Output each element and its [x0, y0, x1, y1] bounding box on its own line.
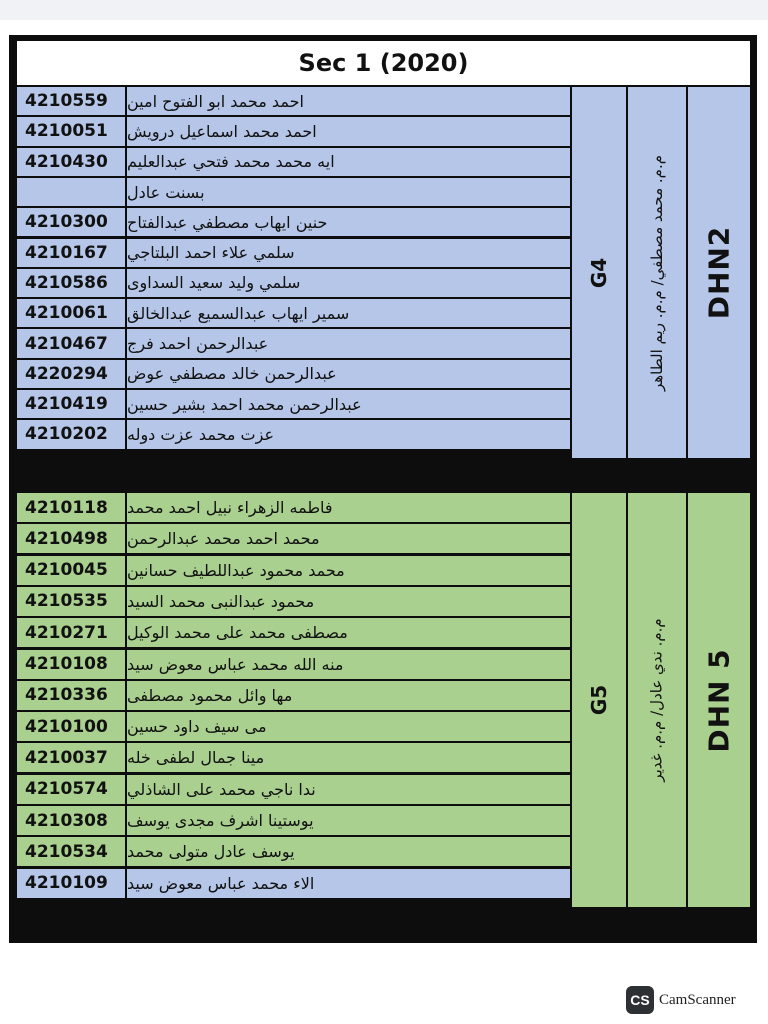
student-row [17, 493, 570, 522]
top-bar [0, 0, 768, 20]
student-row [17, 329, 570, 357]
student-id: 4210100 [17, 712, 127, 741]
student-name: الاء محمد عباس معوض سيد [127, 873, 315, 893]
student-id: 4210061 [17, 299, 127, 327]
course-cell-g5 [688, 493, 750, 907]
student-name: مها وائل محمود مصطفى [127, 685, 293, 705]
student-id: 4210586 [17, 269, 127, 297]
sheet-title: Sec 1 (2020) [17, 41, 750, 85]
student-row [17, 775, 570, 804]
student-name: يوسف عادل متولى محمد [127, 842, 295, 862]
student-row [17, 148, 570, 176]
student-id: 4210534 [17, 837, 127, 866]
student-name: احمد محمد ابو الفتوح امين [127, 91, 304, 111]
student-id: 4210336 [17, 681, 127, 710]
student-row [17, 524, 570, 553]
student-row [17, 587, 570, 616]
student-name: ايه محمد محمد فتحي عبدالعليم [127, 152, 335, 172]
section-g4 [17, 87, 750, 458]
student-name: مى سيف داود حسين [127, 717, 267, 737]
student-row [17, 178, 570, 206]
student-name: سلمي وليد سعيد السداوى [127, 273, 301, 293]
student-row [17, 806, 570, 835]
student-id: 4210202 [17, 420, 127, 448]
student-row [17, 117, 570, 145]
student-row [17, 650, 570, 679]
student-name: منه الله محمد عباس معوض سيد [127, 654, 344, 674]
student-name: ندا ناجي محمد على الشاذلي [127, 779, 316, 799]
student-row [17, 681, 570, 710]
student-id: 4210045 [17, 556, 127, 585]
student-id: 4210574 [17, 775, 127, 804]
student-row [17, 743, 570, 772]
student-id: 4210419 [17, 390, 127, 418]
student-row [17, 239, 570, 267]
student-row [17, 269, 570, 297]
student-id: 4210271 [17, 618, 127, 647]
student-id: 4210167 [17, 239, 127, 267]
student-id: 4210051 [17, 117, 127, 145]
student-name: عبدالرحمن خالد مصطفي عوض [127, 364, 337, 384]
student-id: 4210535 [17, 587, 127, 616]
student-name: سمير ايهاب عبدالسميع عبدالخالق [127, 303, 350, 323]
course-code: DHN2 [702, 225, 736, 320]
student-name: سلمي علاء احمد البلتاجي [127, 243, 295, 263]
student-row [17, 712, 570, 741]
student-row [17, 556, 570, 585]
student-id [17, 178, 127, 206]
student-row [17, 618, 570, 647]
student-id: 4210109 [17, 869, 127, 898]
student-id: 4210300 [17, 208, 127, 236]
student-id: 4210559 [17, 87, 127, 115]
student-row [17, 208, 570, 236]
student-row [17, 299, 570, 327]
group-label: G5 [587, 684, 611, 716]
student-name: بسنت عادل [127, 182, 205, 202]
student-name: محمد احمد محمد عبدالرحمن [127, 529, 320, 549]
student-row [17, 837, 570, 866]
student-name: محمد محمود عبداللطيف حسانين [127, 560, 345, 580]
lecturer-cell-g5 [628, 493, 686, 907]
course-code: DHN 5 [702, 647, 736, 753]
group-cell-g4 [572, 87, 626, 458]
student-id: 4210498 [17, 524, 127, 553]
student-id: 4210467 [17, 329, 127, 357]
student-id: 4210430 [17, 148, 127, 176]
group-label: G4 [587, 257, 611, 288]
camscanner-watermark [626, 986, 736, 1014]
student-name: عبدالرحمن محمد احمد بشير حسين [127, 394, 362, 414]
student-row [17, 390, 570, 418]
student-id: 4220294 [17, 360, 127, 388]
lecturer-names: م.م. ندي عادل/ م.م. غدير [648, 618, 666, 782]
student-row [17, 420, 570, 448]
camscanner-label: CamScanner [659, 991, 736, 1008]
student-id: 4210118 [17, 493, 127, 522]
student-name: حنين ايهاب مصطفي عبدالفتاح [127, 212, 328, 232]
student-name: عزت محمد عزت دوله [127, 424, 274, 444]
group-cell-g5 [572, 493, 626, 907]
student-name: مصطفى محمد على محمد الوكيل [127, 623, 348, 643]
student-row [17, 869, 570, 898]
student-row [17, 360, 570, 388]
lecturer-cell-g4 [628, 87, 686, 458]
student-name: محمود عبدالنبى محمد السيد [127, 591, 315, 611]
student-name: احمد محمد اسماعيل درويش [127, 121, 317, 141]
lecturer-names: م.م. محمد مصطفي/ م.م. ريم الطاهر [648, 154, 667, 391]
student-name: فاطمه الزهراء نبيل احمد محمد [127, 498, 333, 517]
student-name: عبدالرحمن احمد فرج [127, 334, 269, 354]
camscanner-logo-icon: CS [626, 986, 654, 1014]
student-id: 4210037 [17, 743, 127, 772]
student-name: مينا جمال لطفى خله [127, 748, 265, 768]
student-row [17, 87, 570, 115]
section-g5 [17, 493, 750, 907]
student-id: 4210308 [17, 806, 127, 835]
student-id: 4210108 [17, 650, 127, 679]
course-cell-g4 [688, 87, 750, 458]
student-name: يوستينا اشرف مجدى يوسف [127, 811, 314, 830]
